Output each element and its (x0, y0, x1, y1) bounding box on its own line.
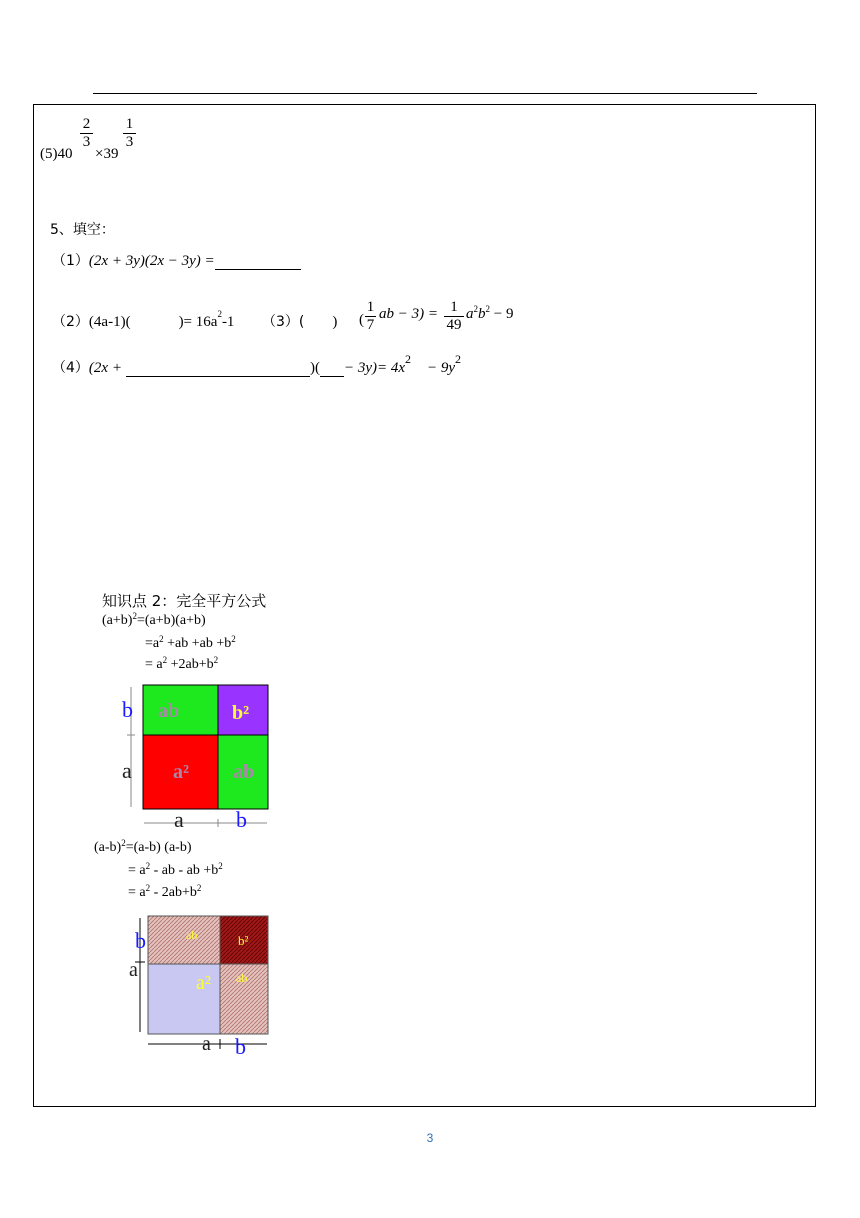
question-1-expression: (2x + 3y)(2x − 3y) = (88, 253, 215, 269)
question-3 (262, 311, 337, 331)
question-3-fraction-2: 1 49 (444, 300, 464, 333)
question-4-label: （4） (52, 360, 89, 376)
question-2-right: )= 16a (178, 314, 218, 330)
question-2-tail: -1 (221, 314, 235, 330)
question-3-fraction-1: 1 7 (366, 299, 375, 333)
item5-whole: (5)40 (40, 146, 73, 162)
square-sum-diagram (118, 682, 278, 830)
question-1 (52, 250, 301, 270)
question-4-tail: − 9y (427, 360, 456, 376)
section-title: 5、填空： (50, 222, 115, 238)
diagram2-bottom-a: a (202, 1033, 211, 1055)
diagram1-label-ab-right: ab (233, 761, 255, 783)
header-rule (93, 93, 757, 94)
question-4-blank-2[interactable] (320, 362, 344, 377)
question-3-open: ( (359, 312, 364, 328)
diagram1-side-b: b (122, 697, 133, 722)
diagram1-label-ab-top: ab (158, 700, 180, 722)
diagram2-label-ab-right: ab (236, 971, 248, 985)
formula-minus-line-1: $(a-b)^2=(a-b)$ (a-b) (94, 838, 192, 855)
formula-minus-line-2: = $a^2$ - ab - ab $+b^2$ (128, 861, 223, 878)
formula-plus-line-1: $(a+b)^2=(a+b)(a+b)$ (102, 611, 206, 628)
question-3-middle: ab − 3) = (379, 306, 438, 322)
formula-plus-line-3: = $a^2 +2ab+b^2$ (145, 655, 219, 672)
question-3-close: ) (332, 314, 338, 330)
diagram2-label-b2: b² (238, 933, 249, 948)
question-4: （4）(2x + )( − $3y)= 4x^2- 9y^2$ (52, 352, 462, 376)
diagram2-label-a2: a² (196, 972, 211, 994)
diagram2-side-b: b (135, 928, 146, 953)
item5-fraction-1: 2 3 (80, 117, 93, 150)
question-2-sup: 2 (217, 309, 222, 319)
question-2 (52, 311, 234, 331)
square-difference-diagram (126, 912, 272, 1056)
knowledge-title: 知识点 2：完全平方公式 (102, 592, 267, 610)
diagram1-bottom-a: a (174, 807, 184, 830)
diagram2-ab-top (148, 916, 220, 964)
item5-times: ×39 (95, 146, 119, 162)
diagram2-label-ab-top: ab (186, 928, 198, 942)
question-4-rhs: − 3y)= 4x (343, 360, 406, 376)
question-3-tail: $a^2b^2 - 9$ (466, 304, 514, 322)
diagram1-bottom-b: b (236, 807, 247, 830)
formula-minus-line-3: = $a^2 - 2ab+b^2$ (128, 883, 202, 900)
item5-fraction-2: 1 3 (123, 117, 136, 150)
diagram1-label-a2: a² (173, 761, 189, 783)
question-1-blank[interactable] (215, 255, 301, 270)
page-number: 3 (426, 1131, 434, 1145)
diagram1-ab-top (143, 685, 218, 735)
question-3-label: （3）( (262, 314, 305, 330)
question-2-left: (4a-1)( (88, 314, 131, 330)
diagram2-side-a: a (129, 959, 138, 981)
question-2-label: （2） (52, 314, 89, 330)
diagram1-side-a: a (122, 758, 132, 783)
question-4-middle: )( (309, 360, 320, 376)
diagram2-bottom-b: b (235, 1034, 246, 1056)
question-4-start: (2x + (88, 360, 122, 376)
question-4-blank-1[interactable] (126, 362, 310, 377)
question-1-label: （1） (52, 253, 89, 269)
formula-plus-line-2: $=a^2 +ab +ab +b^2$ (145, 634, 236, 651)
diagram1-label-b2: b² (232, 702, 250, 724)
